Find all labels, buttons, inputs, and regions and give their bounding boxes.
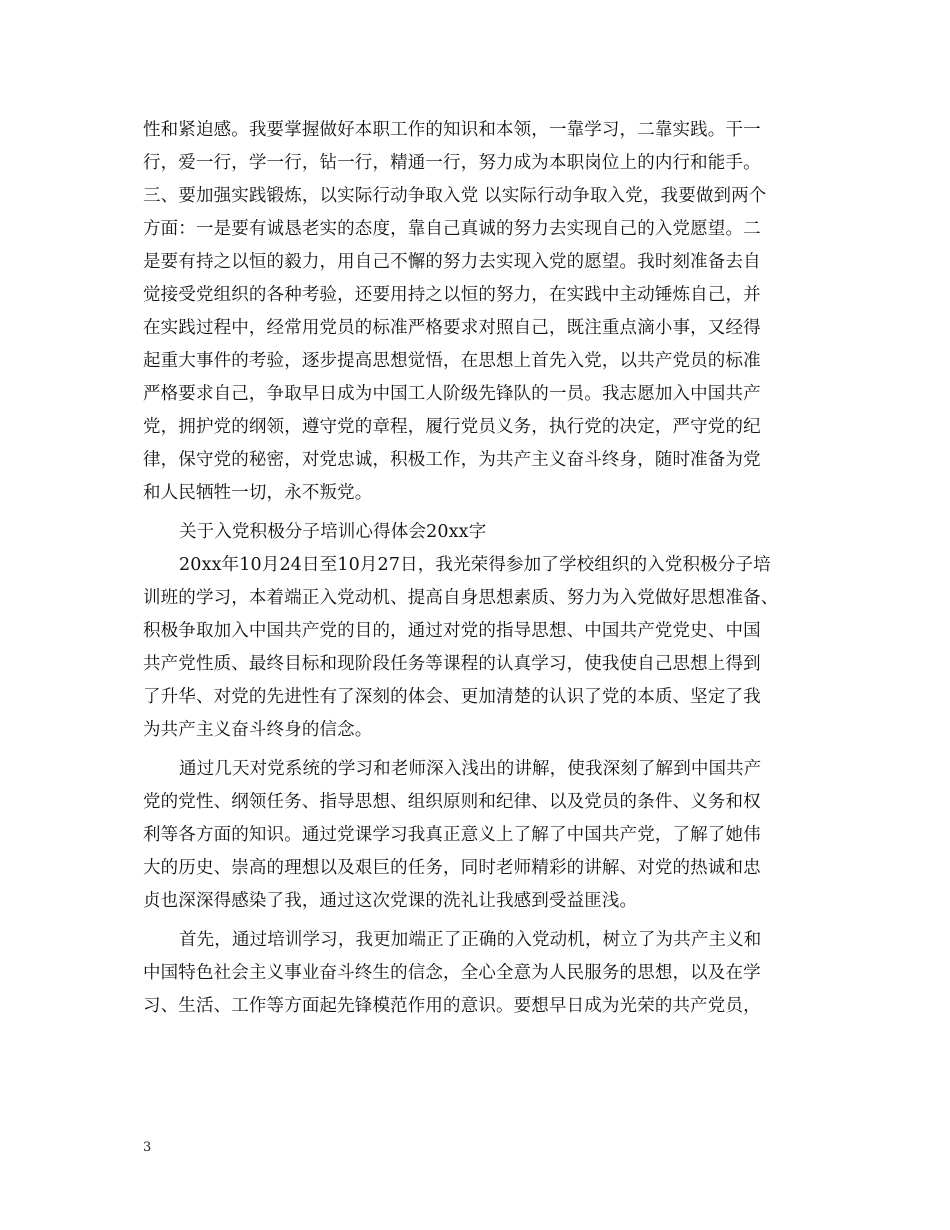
text-line: 性和紧迫感。我要掌握做好本职工作的知识和本领，一靠学习，二靠实践。干一 [143,120,761,140]
text-line: 和人民牺牲一切，永不叛党。 [143,483,373,503]
text-line: 党的党性、纲领任务、指导思想、组织原则和纪律、以及党员的条件、义务和权 [143,792,761,812]
text-line: 中国特色社会主义事业奋斗终生的信念，全心全意为人民服务的思想，以及在学 [143,963,761,983]
text-line: 通过几天对党系统的学习和老师深入浅出的讲解，使我深刻了解到中国共产 [179,759,762,779]
text-line: 三、要加强实践锻炼，以实际行动争取入党 以实际行动争取入党，我要做到两个 [143,186,767,206]
document-body [143,114,811,1023]
text-line: 起重大事件的考验，逐步提高思想觉悟，在思想上首先入党，以共产党员的标准 [143,351,761,371]
text-line: 觉接受党组织的各种考验，还要用持之以恒的努力，在实践中主动锤炼自己，并 [143,285,761,305]
text-line: 严格要求自己，争取早日成为中国工人阶级先锋队的一员。我志愿加入中国共产 [143,384,761,404]
page-number: 3 [143,1140,152,1155]
text-line: 积极争取加入中国共产党的目的，通过对党的指导思想、中国共产党党史、中国 [143,621,761,641]
text-line: 了升华、对党的先进性有了深刻的体会、更加清楚的认识了党的本质、坚定了我 [143,687,761,707]
text-line: 在实践过程中，经常用党员的标准严格要求对照自己，既注重点滴小事，又经得 [143,318,761,338]
text-line: 共产党性质、最终目标和现阶段任务等课程的认真学习，使我使自己思想上得到 [143,654,761,674]
text-line: 利等各方面的知识。通过党课学习我真正意义上了解了中国共产党，了解了她伟 [143,825,761,845]
text-line: 大的历史、崇高的理想以及艰巨的任务，同时老师精彩的讲解、对党的热诚和忠 [143,858,761,878]
text-line: 20xx年10月24日至10月27日，我光荣得参加了学校组织的入党积极分子培 [179,555,771,575]
text-line: 为共产主义奋斗终身的信念。 [143,720,373,740]
text-line: 律，保守党的秘密，对党忠诚，积极工作，为共产主义奋斗终身，随时准备为党 [143,450,761,470]
text-line: 党，拥护党的纲领，遵守党的章程，履行党员义务，执行党的决定，严守党的纪 [143,417,761,437]
text-line: 训班的学习，本着端正入党动机、提高自身思想素质、努力为入党做好思想准备、 [143,588,779,608]
section-heading: 关于入党积极分子培训心得体会20xx字 [179,522,487,542]
text-line: 方面：一是要有诚恳老实的态度，靠自己真诚的努力去实现自己的入党愿望。二 [143,219,761,239]
text-line: 行，爱一行，学一行，钻一行，精通一行，努力成为本职岗位上的内行和能手。 [143,153,761,173]
text-line: 习、生活、工作等方面起先锋模范作用的意识。要想早日成为光荣的共产党员， [143,996,761,1016]
text-line: 首先，通过培训学习，我更加端正了正确的入党动机，树立了为共产主义和 [179,930,762,950]
text-line: 是要有持之以恒的毅力，用自己不懈的努力去实现入党的愿望。我时刻准备去自 [143,252,761,272]
text-line: 贞也深深得感染了我，通过这次党课的洗礼让我感到受益匪浅。 [143,891,638,911]
